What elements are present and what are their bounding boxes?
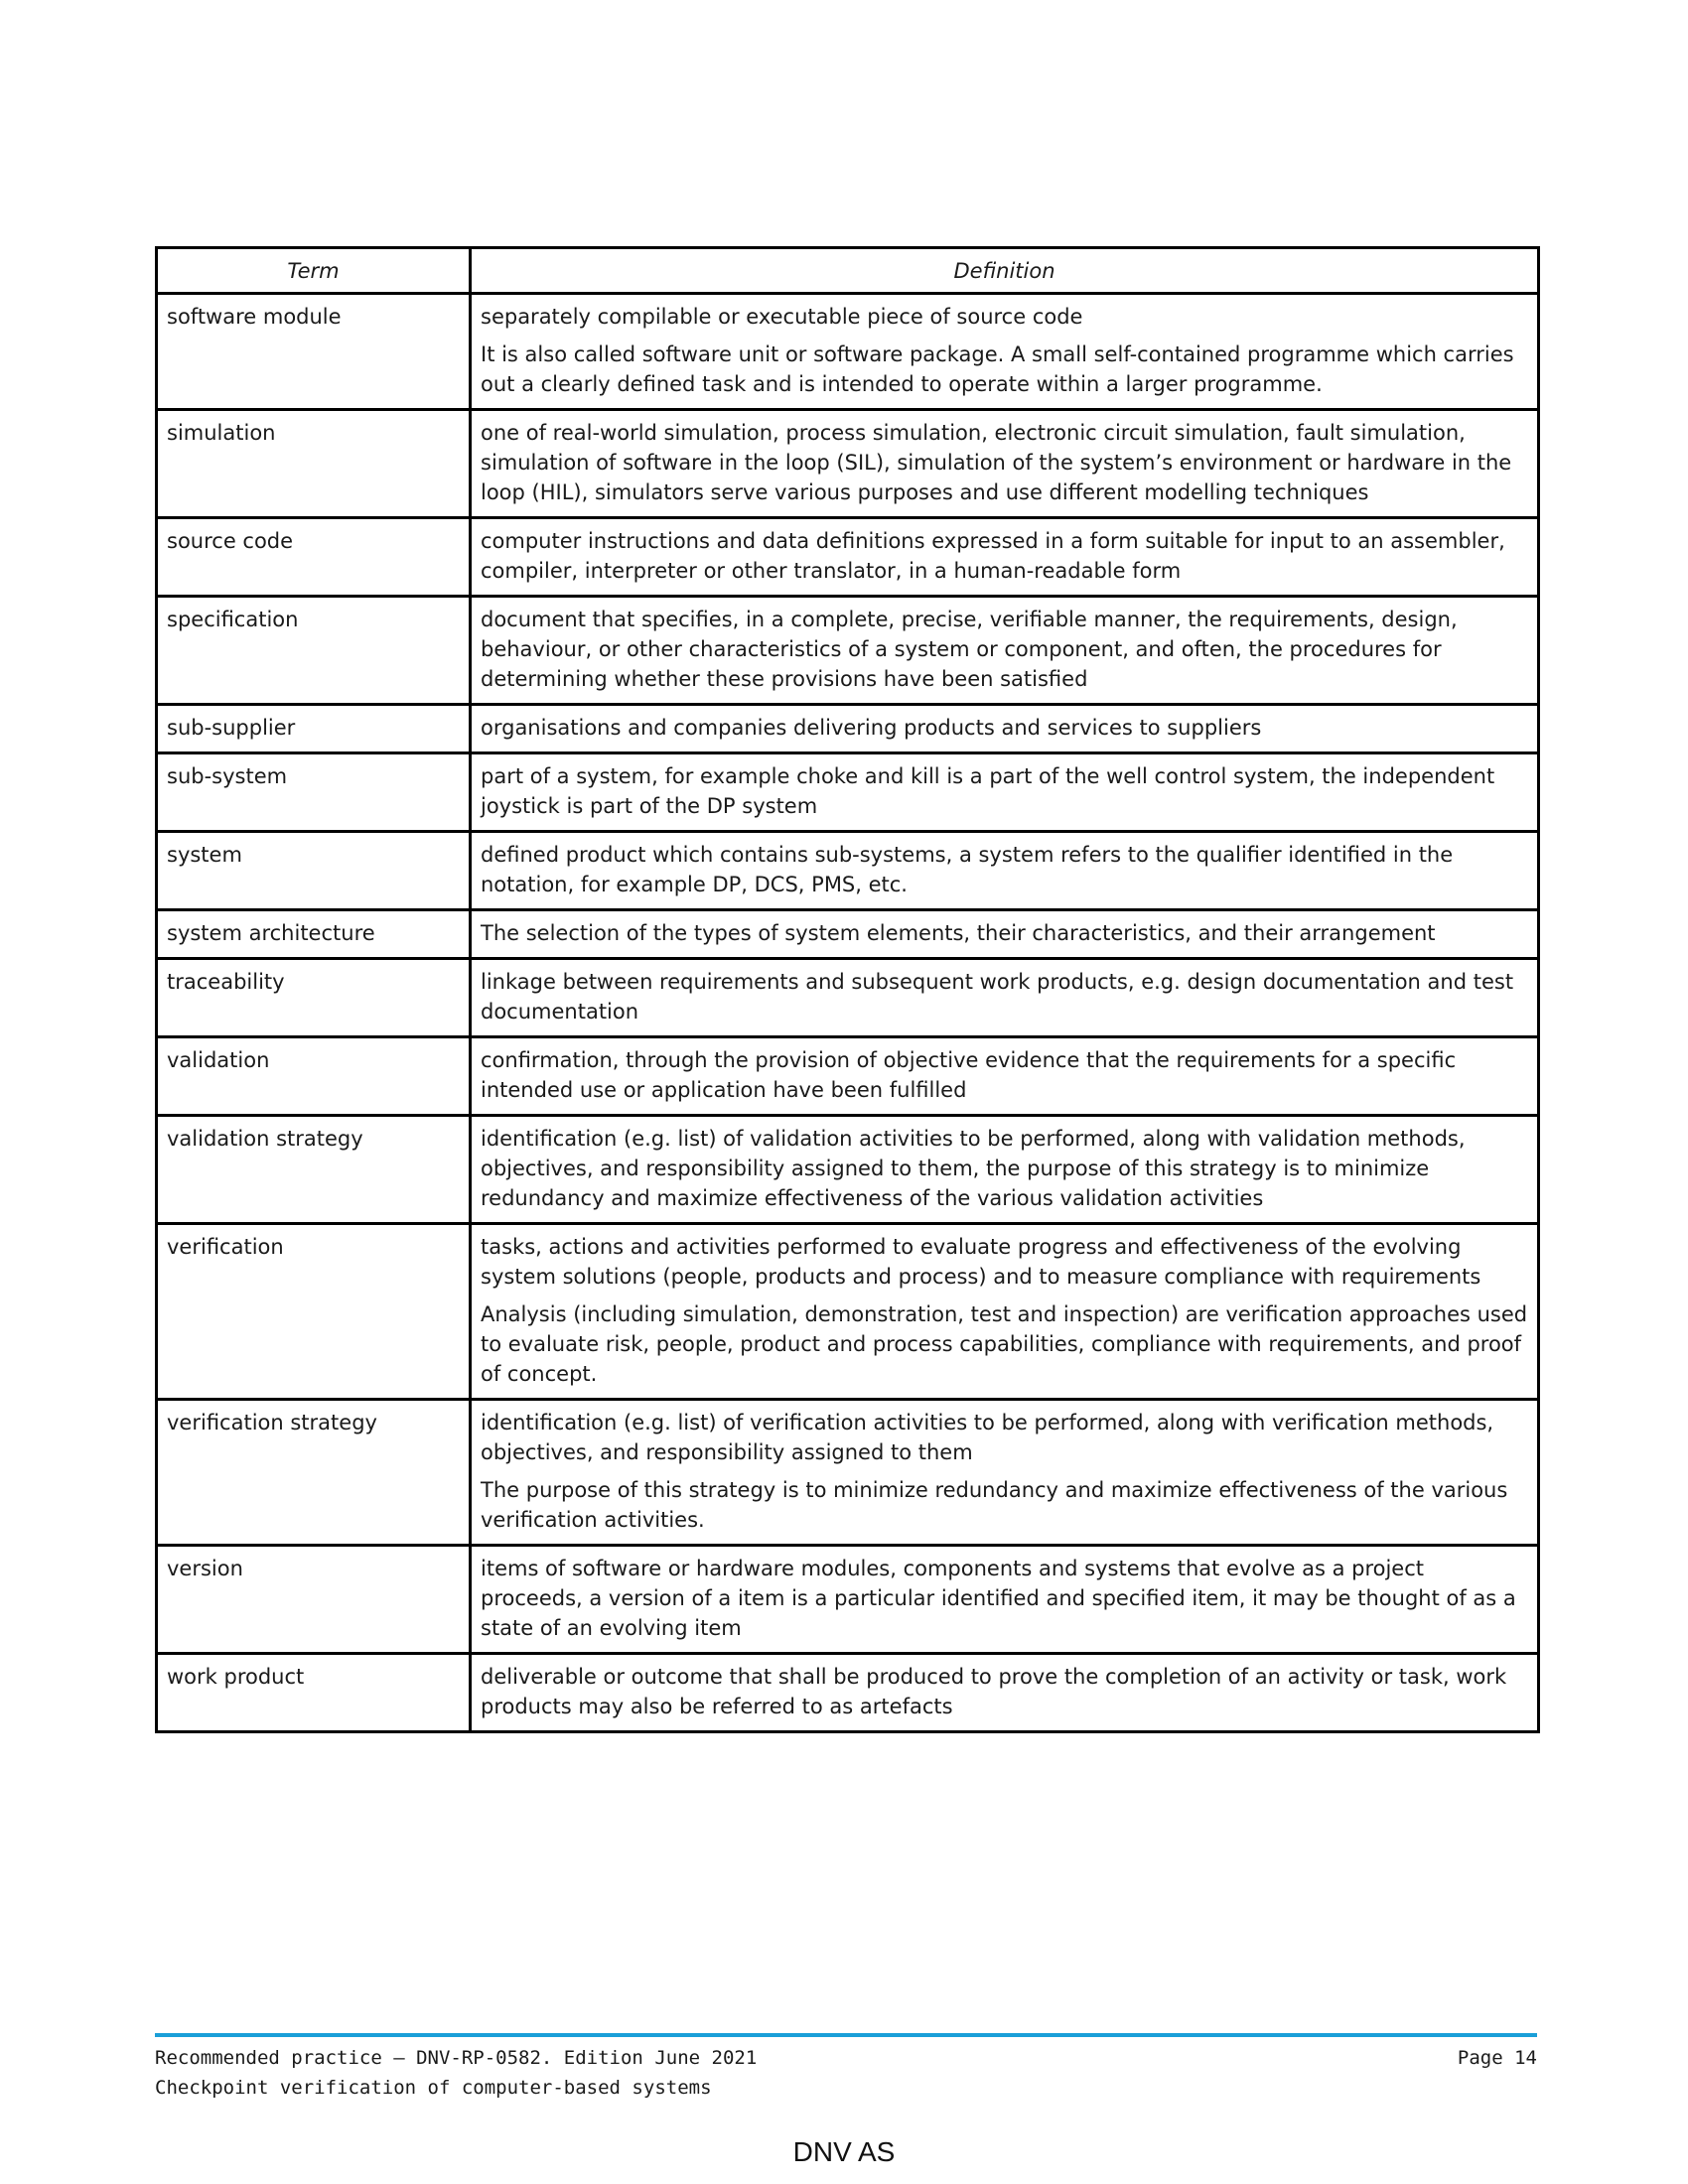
definition-paragraph: identification (e.g. list) of verification activities to be performed, along with verification methods, objectives, and responsibility assigned to them	[481, 1411, 1494, 1464]
page-number: Page 14	[1457, 2047, 1537, 2069]
table-row	[157, 705, 1539, 753]
definition-paragraph: It is also called software unit or software package. A small self-contained programme which carries out a clearly defined task and is intended to operate within a larger programme.	[481, 342, 1514, 396]
definition-cell	[471, 910, 1539, 959]
definition-cell	[471, 705, 1539, 753]
table-row	[157, 1037, 1539, 1116]
term-cell: specification	[157, 597, 471, 705]
definition-paragraph: separately compilable or executable piece of source code	[481, 305, 1083, 329]
definition-cell	[471, 518, 1539, 597]
term-cell: version	[157, 1546, 471, 1654]
definition-cell	[471, 294, 1539, 410]
term-cell: verification	[157, 1224, 471, 1400]
definition-paragraph: defined product which contains sub-systems, a system refers to the qualifier identified in the notation, for example DP, DCS, PMS, etc.	[481, 843, 1454, 896]
term-column-header: Term	[157, 248, 471, 294]
definition-paragraph: confirmation, through the provision of objective evidence that the requirements for a specific intended use or application have been fulfilled	[481, 1048, 1457, 1102]
definition-paragraph: Analysis (including simulation, demonstration, test and inspection) are verification approaches used to evaluate risk, people, product and process capabilities, compliance with requirements, and proof of concept.	[481, 1302, 1528, 1386]
definitions-table-body	[157, 294, 1539, 1732]
definition-paragraph: part of a system, for example choke and kill is a part of the well control system, the independent joystick is part of the DP system	[481, 764, 1495, 818]
table-row	[157, 1654, 1539, 1732]
definition-paragraph: items of software or hardware modules, components and systems that evolve as a project proceeds, a version of a item is a particular identified and specified item, it may be thought of as a state of an evolving item	[481, 1557, 1516, 1640]
definition-cell	[471, 1037, 1539, 1116]
definition-cell	[471, 832, 1539, 910]
table-row	[157, 910, 1539, 959]
term-cell: work product	[157, 1654, 471, 1732]
definition-paragraph: one of real-world simulation, process simulation, electronic circuit simulation, fault simulation, simulation of software in the loop (SIL), simulation of the system’s environment or hardware in the loop (HIL), simulators serve various purposes and use different modelling techniques	[481, 421, 1512, 504]
footer-divider	[155, 2033, 1537, 2037]
definition-cell	[471, 597, 1539, 705]
term-cell: verification strategy	[157, 1400, 471, 1546]
term-cell: traceability	[157, 959, 471, 1037]
definition-cell	[471, 1116, 1539, 1224]
table-row	[157, 1546, 1539, 1654]
definition-cell	[471, 1546, 1539, 1654]
term-cell: source code	[157, 518, 471, 597]
definition-cell	[471, 1400, 1539, 1546]
definition-paragraph: organisations and companies delivering products and services to suppliers	[481, 716, 1262, 740]
definition-paragraph: linkage between requirements and subsequent work products, e.g. design documentation and test documentation	[481, 970, 1514, 1024]
table-row	[157, 1224, 1539, 1400]
definition-cell	[471, 410, 1539, 518]
definition-paragraph: identification (e.g. list) of validation activities to be performed, along with validation methods, objectives, and responsibility assigned to them, the purpose of this strategy is to minimize redundancy and maximize effectiveness of the various validation activities	[481, 1127, 1466, 1210]
term-cell: simulation	[157, 410, 471, 518]
table-row	[157, 1400, 1539, 1546]
company-name: DNV AS	[792, 2136, 896, 2167]
table-row	[157, 597, 1539, 705]
term-cell: system architecture	[157, 910, 471, 959]
table-row	[157, 1116, 1539, 1224]
table-row	[157, 753, 1539, 832]
term-cell: sub-supplier	[157, 705, 471, 753]
footer-document-title: Recommended practice — DNV-RP-0582. Edition June 2021	[155, 2047, 758, 2069]
definition-paragraph: The selection of the types of system elements, their characteristics, and their arrangement	[481, 921, 1436, 945]
table-header-row	[157, 248, 1539, 294]
definition-column-header: Definition	[471, 248, 1539, 294]
table-row	[157, 410, 1539, 518]
definition-cell	[471, 753, 1539, 832]
footer-document-subtitle: Checkpoint verification of computer-based systems	[155, 2077, 712, 2099]
definition-paragraph: tasks, actions and activities performed to evaluate progress and effectiveness of the evolving system solutions (people, products and process) and to measure compliance with requirements	[481, 1235, 1481, 1289]
definition-cell	[471, 1654, 1539, 1732]
definitions-table	[155, 246, 1540, 1733]
definition-paragraph: computer instructions and data definitions expressed in a form suitable for input to an assembler, compiler, interpreter or other translator, in a human-readable form	[481, 529, 1505, 583]
definition-paragraph: deliverable or outcome that shall be produced to prove the completion of an activity or task, work products may also be referred to as artefacts	[481, 1665, 1507, 1718]
table-row	[157, 959, 1539, 1037]
term-cell: software module	[157, 294, 471, 410]
table-row	[157, 518, 1539, 597]
definition-paragraph: The purpose of this strategy is to minimize redundancy and maximize effectiveness of the various verification activities.	[481, 1478, 1508, 1532]
definition-paragraph: document that specifies, in a complete, precise, verifiable manner, the requirements, design, behaviour, or other characteristics of a system or component, and often, the procedures for determining whether these provisions have been satisfied	[481, 608, 1458, 691]
term-cell: system	[157, 832, 471, 910]
term-cell: validation	[157, 1037, 471, 1116]
term-cell: sub-system	[157, 753, 471, 832]
term-cell: validation strategy	[157, 1116, 471, 1224]
table-row	[157, 294, 1539, 410]
table-row	[157, 832, 1539, 910]
definition-cell	[471, 1224, 1539, 1400]
definition-cell	[471, 959, 1539, 1037]
